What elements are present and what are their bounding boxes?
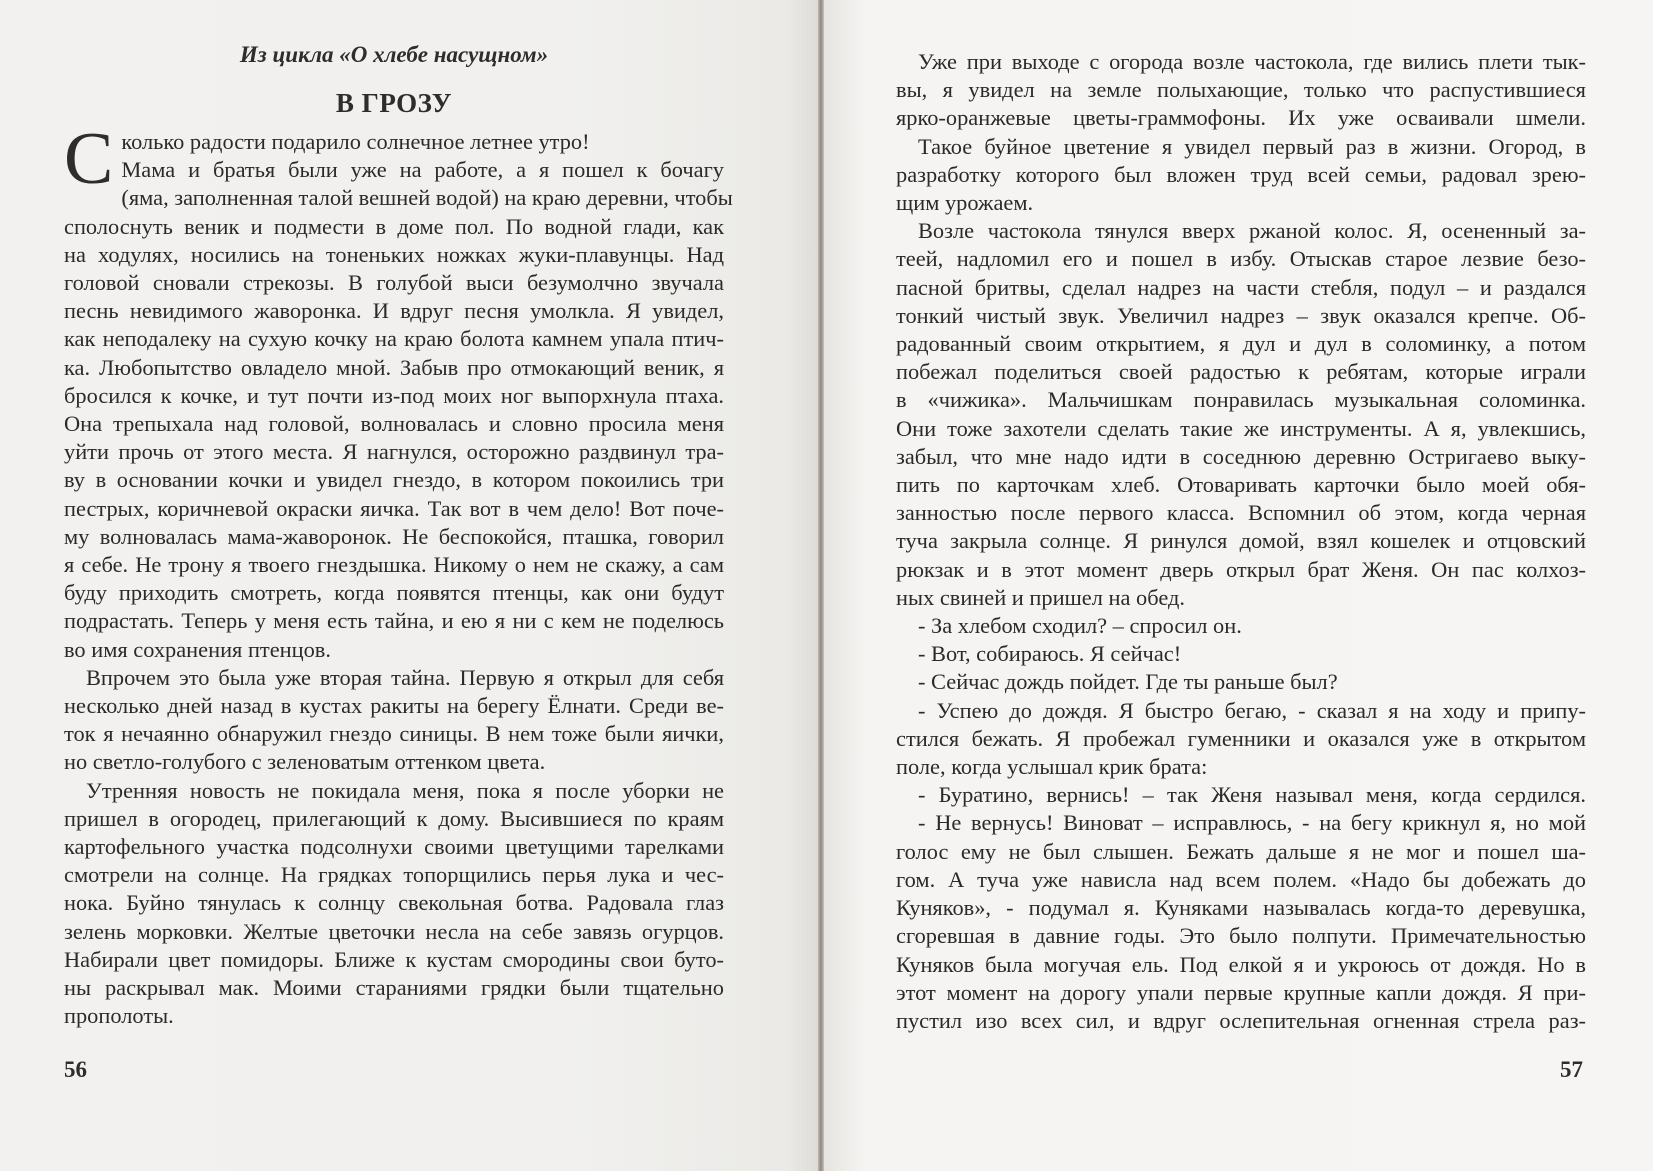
text-line: туча закрыла солнце. Я ринулся домой, взял кошелек и отцовский [896,528,1586,554]
drop-cap: С [64,118,114,200]
text-line: зелень морковки. Желтые цветочки несла на себе завязь огурцов. [64,918,724,944]
page-number-left: 56 [64,1057,87,1082]
text-line: Куняков», - подумал я. Куняками называлась когда-то деревушка, [896,895,1586,921]
text-line: буду приходить смотреть, когда появятся птенцы, как они будут [64,580,724,606]
text-line: ву в основании кочки и увидел гнездо, в котором покоились три [64,467,724,493]
text-line: - Вот, собираюсь. Я сейчас! [918,641,1182,667]
text-line: Она трепыхала над головой, волновалась и словно просила меня [64,411,724,437]
text-line: на ходулях, носились на тоненьких ножках жуки-плавунцы. Над [64,241,724,267]
story-title: В ГРОЗУ [335,88,453,118]
text-line: несколько дней назад в кустах ракиты на берегу Ёлнати. Среди ве- [64,693,724,719]
left-page-body [64,118,733,1031]
text-line: пасной бритвы, сделал надрез на части стебля, подул – и раздался [896,274,1586,300]
text-line: ток я нечаянно обнаружил гнездо синицы. В нем тоже были яички, [64,721,724,747]
text-line: поле, когда услышал крик брата: [896,754,1208,780]
text-line: бросился к кочке, и тут почти из-под моих ног выпорхнула птаха. [64,382,724,408]
text-line: ка. Любопытство овладело мной. Забыв про отмокающий веник, я [64,354,724,380]
text-line: - Сейчас дождь пойдет. Где ты раньше был? [918,669,1338,695]
text-line: головой сновали стрекозы. В голубой выси безумолчно звучала [64,270,724,296]
text-line: му волновалась мама-жаворонок. Не беспокойся, пташка, говорил [64,523,724,549]
text-line: - Успею до дождя. Я быстро бегаю, - сказал я на ходу и припу- [918,697,1586,723]
text-line: как неподалеку на сухую кочку на краю болота камнем упала птич- [64,326,724,352]
text-line: во имя сохранения птенцов. [64,636,331,662]
text-line: Впрочем это была уже вторая тайна. Первую я открыл для себя [86,664,724,690]
text-line: - Буратино, вернись! – так Женя называл меня, когда сердился. [918,782,1586,808]
text-line: - Не вернусь! Виноват – исправлюсь, - на бегу крикнул я, но мой [918,810,1586,836]
text-line: но светло-голубого с зеленоватым оттенком цвета. [64,749,546,775]
text-line: - За хлебом сходил? – спросил он. [918,613,1242,639]
text-line: вы, я увидел на земле полыхающие, только что распустившиеся [896,77,1586,103]
text-line: Уже при выходе с огорода возле частокола, где вились плети тык- [918,49,1586,74]
text-line: подрастать. Теперь у меня есть тайна, и ею я ни с кем не поделюсь [64,608,724,634]
text-line: голос ему не был слышен. Бежать дальше я не мог и пошел ша- [896,838,1586,864]
page-number-right: 57 [1560,1057,1583,1082]
text-line: Возле частокола тянулся вверх ржаной колос. Я, осененный за- [918,218,1586,244]
text-line: (яма, заполненная талой вешней водой) на краю деревни, чтобы [121,185,733,211]
text-line: ярко-оранжевые цветы-граммофоны. Их уже осваивали шмели. [896,105,1586,131]
text-line: теей, надломил его и пошел в избу. Отыскав старое лезвие безо- [896,246,1586,272]
text-line: ны раскрывал мак. Моими стараниями грядки были тщательно [64,975,724,1001]
text-line: пестрых, коричневой окраски яичка. Так вот в чем дело! Вот поче- [64,495,724,521]
text-line: пустил изо всех сил, и вдруг ослепительная огненная стрела раз- [896,1007,1586,1033]
text-line: Они тоже захотели сделать такие же инструменты. А я, увлекшись, [896,415,1586,441]
right-page-body [896,48,1586,1035]
text-line: Куняков была могучая ель. Под елкой я и укроюсь от дождя. Но в [896,951,1586,977]
cycle-title: Из цикла «О хлебе насущном» [239,42,549,67]
left-page [0,0,818,1171]
text-line: радованный своим открытием, я дул и дул в соломинку, а потом [896,331,1586,357]
text-line: тонкий чистый звук. Увеличил надрез – звук оказался крепче. Об- [896,302,1586,328]
text-line: щим урожаем. [896,190,1034,216]
text-line: картофельного участка подсолнухи своими цветущими тарелками [64,834,724,860]
text-line: прополоты. [64,1003,174,1029]
text-line: в «чижика». Мальчишкам понравилась музыкальная соломинка. [896,387,1586,413]
text-line: Мама и братья были уже на работе, а я пошел к бочагу [121,157,724,183]
text-line: ных свиней и пришел на обед. [896,584,1185,610]
text-line: рюкзак и в этот момент дверь открыл брат Женя. Он пас колхоз- [896,556,1586,582]
text-line: смотрели на солнце. На грядках топорщились перья лука и чес- [64,862,724,888]
text-line: гом. А туча уже нависла над всем полем. «Надо бы добежать до [896,866,1586,892]
text-line: разработку которого был вложен труд всей семьи, радовал зрею- [896,161,1586,187]
text-line: побежал поделиться своей радостью к ребятам, которые играли [896,359,1586,385]
text-line: Набирали цвет помидоры. Ближе к кустам смородины свои буто- [64,946,724,972]
text-line: пришел в огородец, прилегающий к дому. Высившиеся по краям [64,805,724,831]
text-line: песнь невидимого жаворонка. И вдруг песня умолкла. Я увидел, [64,298,724,324]
text-line: нока. Буйно тянулась к солнцу свекольная ботва. Радовала глаз [64,890,724,916]
text-line: Утренняя новость не покидала меня, пока я после уборки не [86,777,724,803]
text-line: сполоснуть веник и подмести в доме пол. По водной глади, как [64,213,724,239]
right-page [824,0,1653,1171]
text-line: уйти прочь от этого места. Я нагнулся, осторожно раздвинул тра- [64,439,724,465]
text-line: сгоревшая в давние годы. Это было полпути. Примечательностью [896,923,1586,949]
text-line: этот момент на дорогу упали первые крупные капли дождя. Я при- [896,979,1586,1005]
text-line: колько радости подарило солнечное летнее утро! [121,129,590,154]
text-line: пить по карточкам хлеб. Отоваривать карточки было моей обя- [896,472,1586,498]
text-line: стился бежать. Я пробежал гуменники и оказался уже в открытом [896,725,1586,751]
text-line: занностью после первого класса. Вспомнил об этом, когда черная [896,500,1586,526]
text-line: Такое буйное цветение я увидел первый раз в жизни. Огород, в [918,133,1586,159]
text-line: забыл, что мне надо идти в соседнюю деревню Остригаево выку- [896,443,1586,469]
text-line: я себе. Не трону я твоего гнездышка. Никому о нем не скажу, а сам [64,552,724,578]
